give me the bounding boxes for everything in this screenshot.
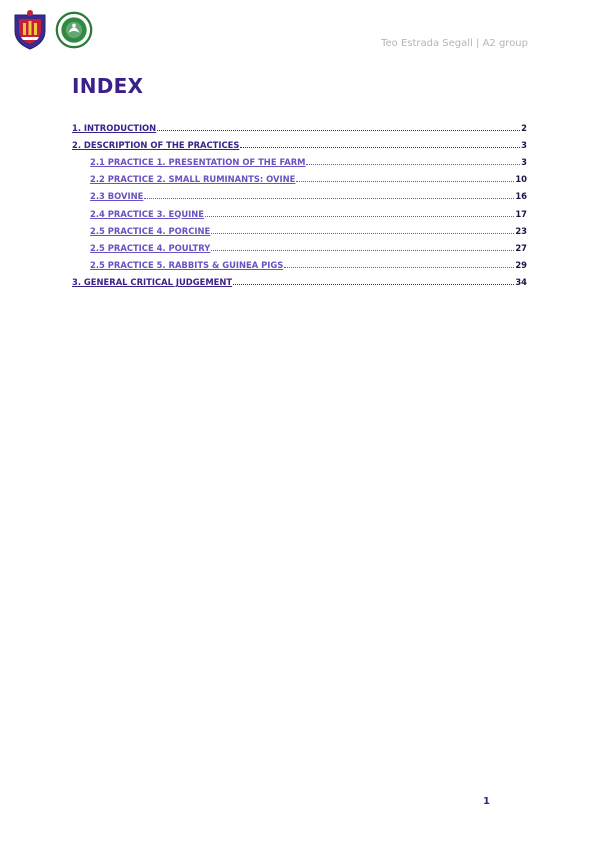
table-of-contents [72, 116, 527, 287]
toc-entry-page: 23 [515, 225, 527, 236]
toc-entry-label: 2.5 PRACTICE 5. RABBITS & GUINEA PIGS [90, 259, 284, 270]
toc-dot-leader [211, 233, 514, 234]
toc-dot-leader [306, 164, 520, 165]
toc-entry-label: 2.1 PRACTICE 1. PRESENTATION OF THE FARM [90, 157, 306, 168]
toc-entry-page: 2 [521, 123, 527, 134]
toc-entry[interactable] [72, 236, 527, 253]
toc-entry[interactable] [72, 150, 527, 167]
toc-dot-leader [284, 267, 514, 268]
toc-dot-leader [205, 216, 514, 217]
toc-entry-page: 34 [515, 276, 527, 287]
toc-dot-leader [240, 147, 520, 148]
toc-entry[interactable] [72, 219, 527, 236]
toc-entry[interactable] [72, 253, 527, 270]
toc-entry-label: 3. GENERAL CRITICAL JUDGEMENT [72, 276, 233, 287]
toc-entry[interactable] [72, 201, 527, 218]
toc-dot-leader [144, 198, 514, 199]
toc-entry-page: 29 [515, 259, 527, 270]
toc-entry[interactable] [72, 184, 527, 201]
toc-dot-leader [211, 250, 514, 251]
toc-entry-page: 3 [521, 157, 527, 168]
header-logos [11, 9, 93, 51]
header-author: Teo Estrada Segall | A2 group [381, 38, 528, 49]
toc-entry-label: 2.3 BOVINE [90, 191, 144, 202]
toc-entry-page: 17 [515, 208, 527, 219]
toc-entry-label: 1. INTRODUCTION [72, 123, 157, 134]
toc-dot-leader [157, 130, 520, 131]
toc-entry[interactable] [72, 116, 527, 133]
toc-entry-page: 3 [521, 140, 527, 151]
toc-entry-label: 2.4 PRACTICE 3. EQUINE [90, 208, 204, 219]
toc-entry-label: 2.5 PRACTICE 4. PORCINE [90, 225, 211, 236]
toc-entry[interactable] [72, 167, 527, 184]
university-crest-icon [11, 9, 49, 51]
veterinary-seal-icon [55, 9, 93, 51]
toc-entry-label: 2.2 PRACTICE 2. SMALL RUMINANTS: OVINE [90, 174, 296, 185]
page-title: INDEX [72, 74, 144, 98]
toc-entry-label: 2. DESCRIPTION OF THE PRACTICES [72, 140, 240, 151]
toc-dot-leader [296, 181, 514, 182]
toc-entry-label: 2.5 PRACTICE 4. POULTRY [90, 242, 211, 253]
toc-dot-leader [233, 284, 514, 285]
toc-entry-page: 10 [515, 174, 527, 185]
toc-entry[interactable] [72, 270, 527, 287]
toc-entry[interactable] [72, 133, 527, 150]
page-number: 1 [483, 796, 490, 807]
toc-entry-page: 27 [515, 242, 527, 253]
toc-entry-page: 16 [515, 191, 527, 202]
